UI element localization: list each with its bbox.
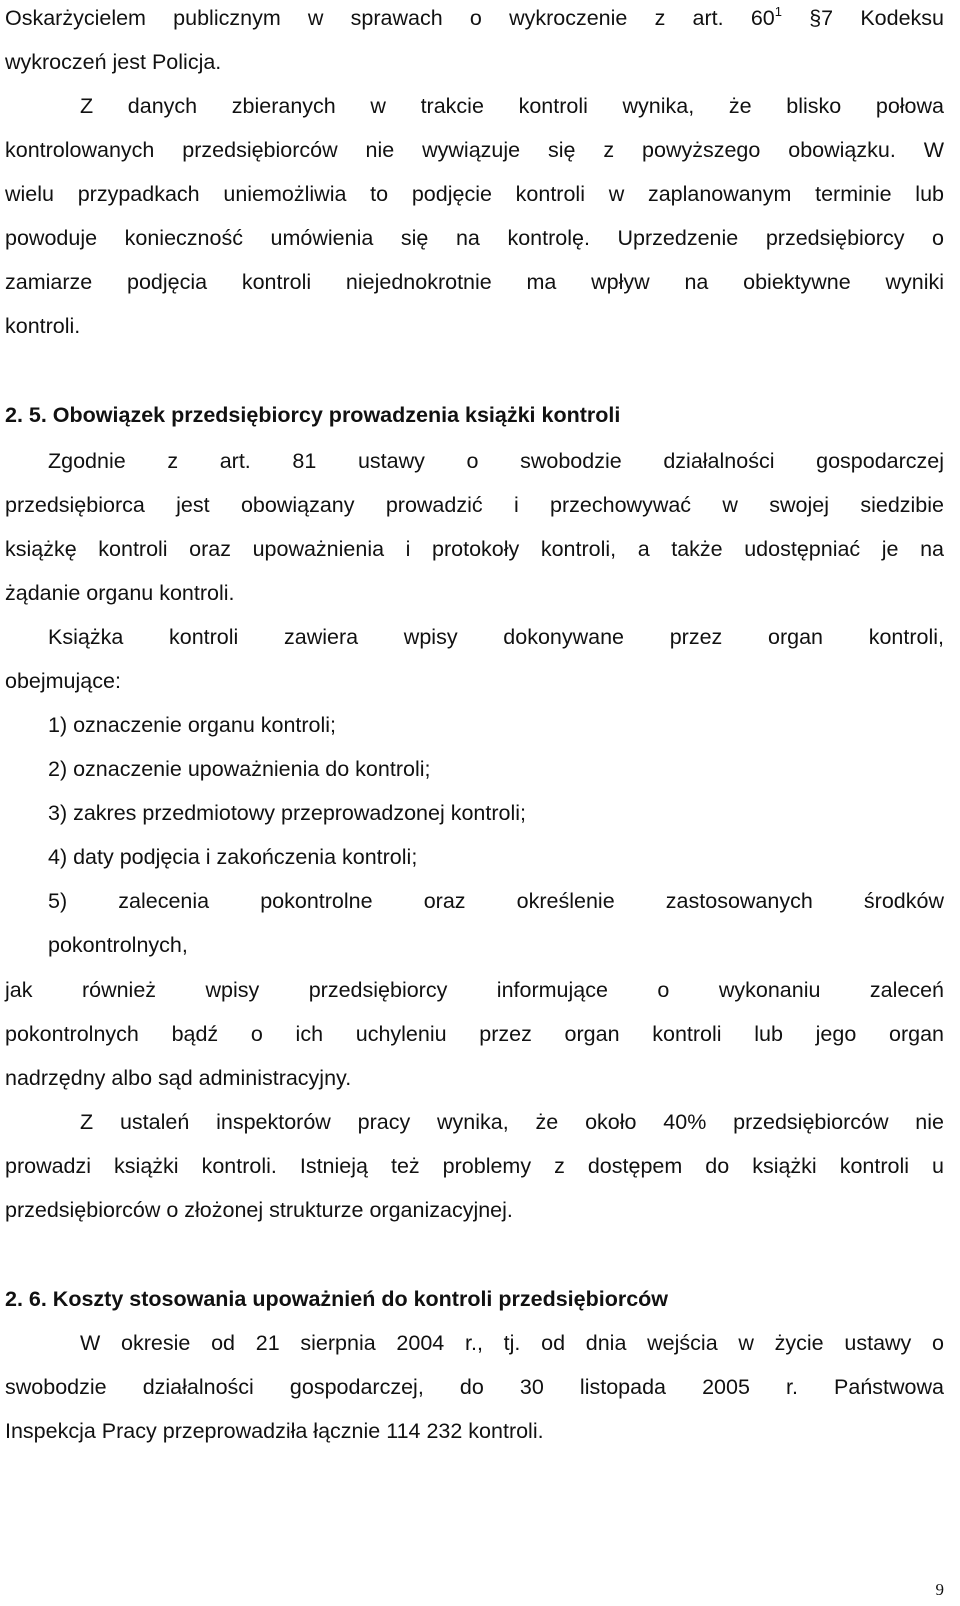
section-heading-2-5: 2. 5. Obowiązek przedsiębiorcy prowadzenia książki kontroli bbox=[5, 403, 621, 427]
paragraph-3-line-3: książkę kontroli oraz upoważnienia i protokoły kontroli, a także udostępniać je na bbox=[5, 537, 944, 561]
paragraph-3-line-2: przedsiębiorca jest obowiązany prowadzić i przechowywać w swojej siedzibie bbox=[5, 493, 944, 517]
list-item: 4) daty podjęcia i zakończenia kontroli; bbox=[48, 845, 418, 869]
superscript: 1 bbox=[774, 4, 782, 19]
paragraph-6-line-1: Z ustaleń inspektorów pracy wynika, że około 40% przedsiębiorców nie bbox=[80, 1110, 944, 1134]
paragraph-4-line-2: obejmujące: bbox=[5, 669, 121, 693]
text-run: Oskarżycielem publicznym w sprawach o wykroczenie z art. 60 bbox=[5, 6, 775, 30]
list-item: 3) zakres przedmiotowy przeprowadzonej kontroli; bbox=[48, 801, 526, 825]
paragraph-7-line-1: W okresie od 21 sierpnia 2004 r., tj. od dnia wejścia w życie ustawy o bbox=[80, 1331, 944, 1355]
page-number: 9 bbox=[935, 1580, 944, 1599]
paragraph-6-line-3: przedsiębiorców o złożonej strukturze organizacyjnej. bbox=[5, 1198, 513, 1222]
paragraph-4-line-1: Książka kontroli zawiera wpisy dokonywane przez organ kontroli, bbox=[48, 625, 944, 649]
list-item: 2) oznaczenie upoważnienia do kontroli; bbox=[48, 757, 431, 781]
paragraph-2-line-6: kontroli. bbox=[5, 314, 81, 338]
paragraph-2-line-1: Z danych zbieranych w trakcie kontroli wynika, że blisko połowa bbox=[80, 94, 944, 118]
list-item-continuation: pokontrolnych, bbox=[48, 933, 188, 957]
list-item: 1) oznaczenie organu kontroli; bbox=[48, 713, 337, 737]
paragraph-3-line-4: żądanie organu kontroli. bbox=[5, 581, 235, 605]
paragraph-5-line-3: nadrzędny albo sąd administracyjny. bbox=[5, 1066, 352, 1090]
paragraph-5-line-1: jak również wpisy przedsiębiorcy informujące o wykonaniu zaleceń bbox=[5, 978, 944, 1002]
paragraph-7-line-2: swobodzie działalności gospodarczej, do 30 listopada 2005 r. Państwowa bbox=[5, 1375, 944, 1399]
list-item: 5) zalecenia pokontrolne oraz określenie zastosowanych środków bbox=[48, 889, 944, 913]
paragraph-2-line-2: kontrolowanych przedsiębiorców nie wywiązuje się z powyższego obowiązku. W bbox=[5, 138, 944, 162]
paragraph-2-line-4: powoduje konieczność umówienia się na kontrolę. Uprzedzenie przedsiębiorcy o bbox=[5, 226, 944, 250]
paragraph-7-line-3: Inspekcja Pracy przeprowadziła łącznie 114 232 kontroli. bbox=[5, 1419, 544, 1443]
paragraph-6-line-2: prowadzi książki kontroli. Istnieją też problemy z dostępem do książki kontroli u bbox=[5, 1154, 944, 1178]
paragraph-5-line-2: pokontrolnych bądź o ich uchyleniu przez organ kontroli lub jego organ bbox=[5, 1022, 944, 1046]
paragraph-1-line-2: wykroczeń jest Policja. bbox=[5, 50, 222, 74]
paragraph-3-line-1: Zgodnie z art. 81 ustawy o swobodzie działalności gospodarczej bbox=[48, 449, 944, 473]
paragraph-2-line-3: wielu przypadkach uniemożliwia to podjęcie kontroli w zaplanowanym terminie lub bbox=[5, 182, 944, 206]
paragraph-1-line-1 bbox=[5, 4, 944, 32]
paragraph-2-line-5: zamiarze podjęcia kontroli niejednokrotnie ma wpływ na obiektywne wyniki bbox=[5, 270, 944, 294]
text-run: §7 Kodeksu bbox=[809, 6, 944, 30]
section-heading-2-6: 2. 6. Koszty stosowania upoważnień do kontroli przedsiębiorców bbox=[5, 1287, 669, 1311]
